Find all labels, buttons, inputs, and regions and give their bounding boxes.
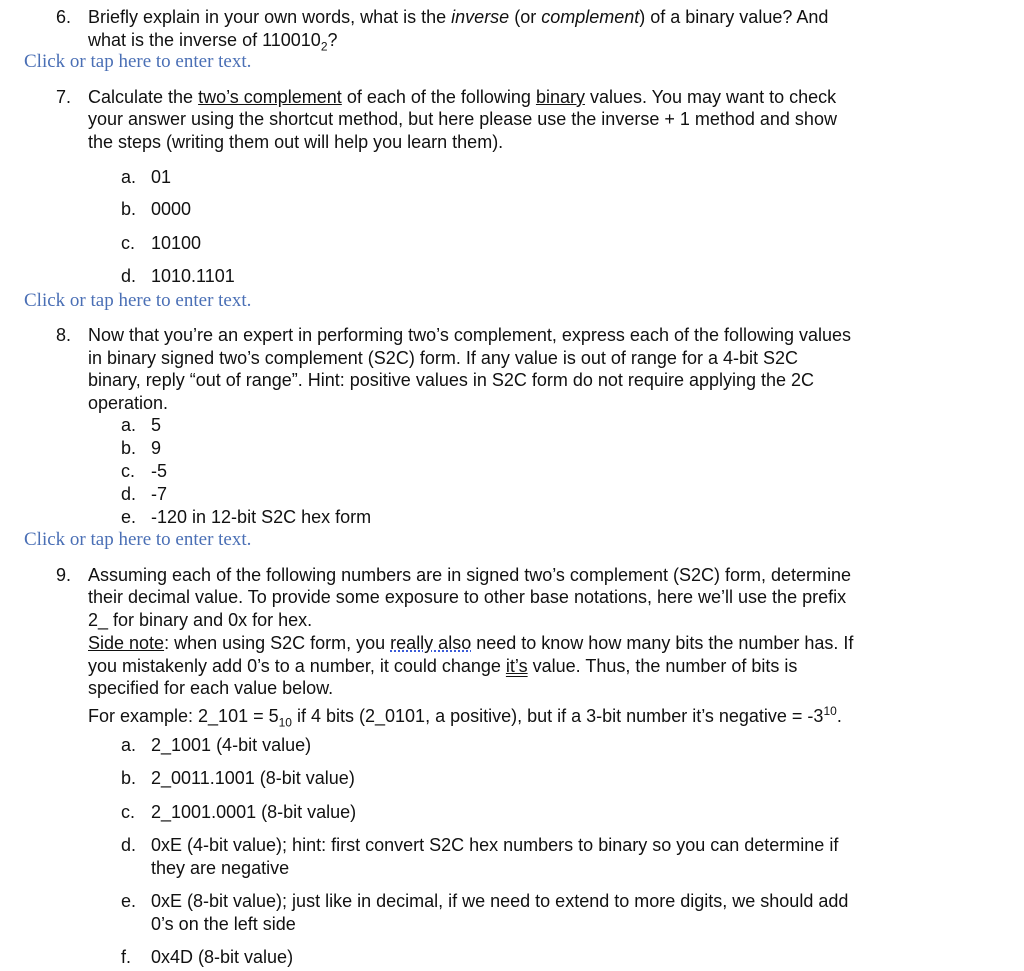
question-9-item-d-cont: they are negative — [151, 858, 290, 878]
question-8-item-b: b. 9 — [121, 438, 162, 458]
question-9-line-5: you mistakenly add 0’s to a number, it could change it’s value. Thus, the number of bits is — [88, 656, 798, 676]
question-9-line-2: their decimal value. To provide some exposure to other base notations, here we’ll use the prefix — [88, 587, 847, 607]
question-7-line-2: your answer using the shortcut method, but here please use the inverse + 1 method and show — [88, 109, 837, 129]
question-9-line-3: 2_ for binary and 0x for hex. — [88, 610, 313, 630]
question-7-line-1: Calculate the two’s complement of each of the following binary values. You may want to check — [88, 87, 837, 107]
question-9-item-e-cont: 0’s on the left side — [151, 914, 296, 934]
question-8-line-2: in binary signed two’s complement (S2C) form. If any value is out of range for a 4-bit S2C — [88, 348, 798, 368]
question-8-line-3: binary, reply “out of range”. Hint: positive values in S2C form do not require applying the 2C — [88, 370, 815, 390]
question-7-number: 7. — [56, 87, 72, 107]
answer-field-8[interactable]: Click or tap here to enter text. — [24, 529, 252, 550]
question-7-item-a: a. 01 — [121, 167, 172, 187]
question-9-line-1: Assuming each of the following numbers are in signed two’s complement (S2C) form, determine — [88, 565, 852, 585]
question-9-example: For example: 2_101 = $5_{10}$ if 4 bits (2_0101, a positive), but if a 3-bit number it’s negative = $-3^{10}$. — [88, 704, 842, 730]
question-7-item-c: c. 10100 — [121, 233, 202, 253]
question-8-item-d: d. -7 — [121, 484, 168, 504]
question-6-number: 6. — [56, 7, 72, 27]
question-9-number: 9. — [56, 565, 72, 585]
question-9-side-note: Side note: when using S2C form, you really also need to know how many bits the number has. If — [88, 633, 854, 653]
question-8-number: 8. — [56, 325, 72, 345]
answer-field-7[interactable]: Click or tap here to enter text. — [24, 290, 252, 311]
question-9-item-f: f. 0x4D (8-bit value) — [121, 947, 294, 967]
question-7-item-d: d. 1010.1101 — [121, 266, 235, 286]
answer-field-6[interactable]: Click or tap here to enter text. — [24, 51, 252, 72]
question-8-item-c: c. -5 — [121, 461, 168, 481]
question-7-item-b: b. 0000 — [121, 199, 192, 219]
question-8-item-e: e. -120 in 12-bit S2C hex form — [121, 507, 372, 527]
question-9-item-b: b. 2_0011.1001 (8-bit value) — [121, 768, 355, 788]
question-9-item-c: c. 2_1001.0001 (8-bit value) — [121, 802, 357, 822]
question-9-line-6: specified for each value below. — [88, 678, 334, 698]
question-7-line-3: the steps (writing them out will help you learn them). — [88, 132, 504, 152]
question-9-item-a: a. 2_1001 (4-bit value) — [121, 735, 312, 755]
question-6-line-2: what is the inverse of $110010_2$? — [88, 30, 338, 54]
question-8-line-4: operation. — [88, 393, 169, 413]
question-9-item-e: e. 0xE (8-bit value); just like in decimal, if we need to extend to more digits, we should add — [121, 891, 849, 911]
question-8-line-1: Now that you’re an expert in performing two’s complement, express each of the following values — [88, 325, 852, 345]
question-6-line-1: Briefly explain in your own words, what is the inverse (or complement) of a binary value? And — [88, 7, 829, 27]
question-9-item-d: d. 0xE (4-bit value); hint: first convert S2C hex numbers to binary so you can determine if — [121, 835, 839, 855]
question-8-item-a: a. 5 — [121, 415, 162, 435]
